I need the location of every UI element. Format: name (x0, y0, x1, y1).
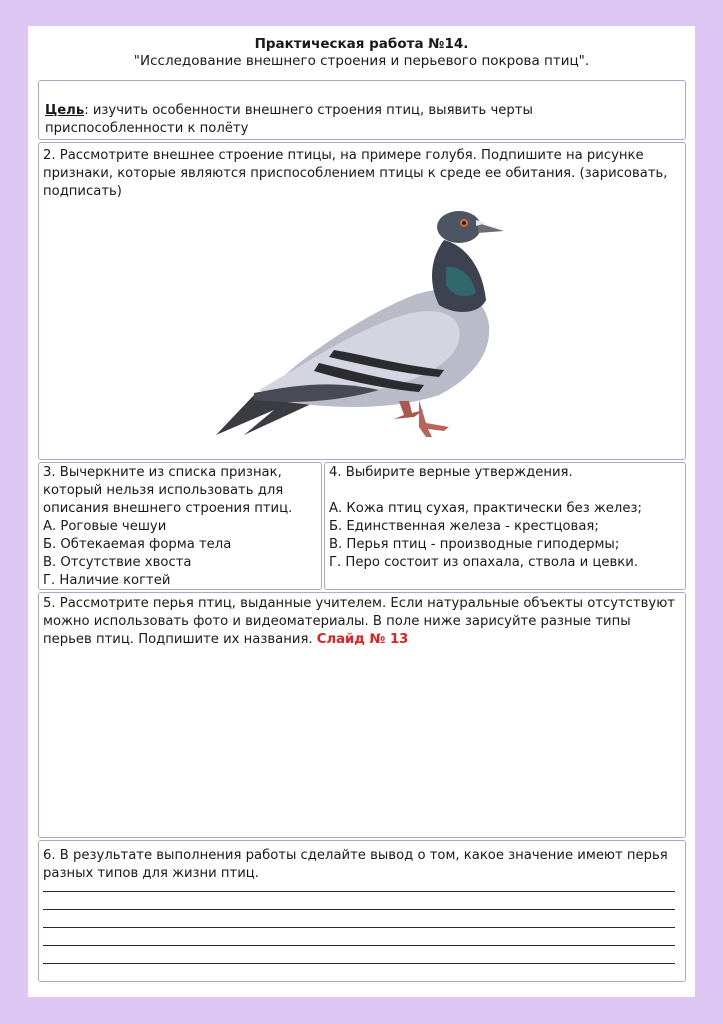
answer-line[interactable] (43, 909, 675, 910)
task5-text: 5. Рассмотрите перья птиц, выданные учителем. Если натуральные объекты отсутствуют можно использовать фото и видеоматериалы. В поле ниже зарисуйте разные типы перьев птиц. Подпишите их названия. (43, 596, 675, 647)
goal-text: : изучить особенности внешнего строения птиц, выявить черты приспособленности к полёту (45, 103, 533, 136)
title-main: Практическая работа №14. (254, 36, 469, 52)
pigeon-pupil (462, 221, 466, 225)
answer-line[interactable] (43, 927, 675, 928)
pigeon-illustration (214, 205, 514, 445)
pigeon-beak (478, 223, 504, 233)
task3-text: 3. Вычеркните из списка признак, который нельзя использовать для описания внешнего строения птиц. (43, 465, 293, 516)
task4-option-c[interactable]: В. Перья птиц - производные гиподермы; (329, 537, 620, 552)
answer-line[interactable] (43, 945, 675, 946)
task2-box (38, 142, 686, 460)
task4-option-b[interactable]: Б. Единственная железа - крестцовая; (329, 519, 599, 534)
task5-content (43, 595, 679, 649)
title-subtitle: "Исследование внешнего строения и перьевого покрова птиц". (133, 53, 590, 69)
answer-lines (43, 891, 675, 964)
task5-drawing-area[interactable] (43, 655, 679, 831)
task6-text: 6. В результате выполнения работы сделайте вывод о том, какое значение имеют перья разных типов для жизни птиц. (43, 848, 668, 881)
goal-box (38, 80, 686, 140)
task3-option-c[interactable]: В. Отсутствие хвоста (43, 555, 192, 570)
task4-box (324, 462, 686, 590)
answer-line[interactable] (43, 891, 675, 892)
task4-option-a[interactable]: А. Кожа птиц сухая, практически без желез; (329, 501, 642, 516)
task3-option-b[interactable]: Б. Обтекаемая форма тела (43, 537, 232, 552)
task6-box (38, 840, 686, 982)
task3-box (38, 462, 322, 590)
answer-line[interactable] (43, 963, 675, 964)
task4-content (329, 464, 683, 572)
task5-box (38, 592, 686, 838)
task3-option-a[interactable]: А. Роговые чешуи (43, 519, 167, 534)
page-title (0, 36, 723, 70)
pigeon-leg-front (419, 400, 449, 437)
goal-text-block (45, 102, 675, 138)
pigeon-head (437, 211, 481, 243)
goal-label: Цель (45, 103, 85, 118)
task3-content (43, 464, 319, 590)
task2-text: 2. Рассмотрите внешнее строение птицы, на примере голубя. Подпишите на рисунке признаки, которые являются приспособлением птицы к среде ее обитания. (зарисовать, подписать) (43, 148, 668, 199)
task4-option-d[interactable]: Г. Перо состоит из опахала, ствола и цевки. (329, 555, 639, 570)
task5-slide-ref: Слайд № 13 (316, 632, 409, 647)
task4-text: 4. Выбирите верные утверждения. (329, 465, 573, 480)
task3-option-d[interactable]: Г. Наличие когтей (43, 573, 171, 588)
